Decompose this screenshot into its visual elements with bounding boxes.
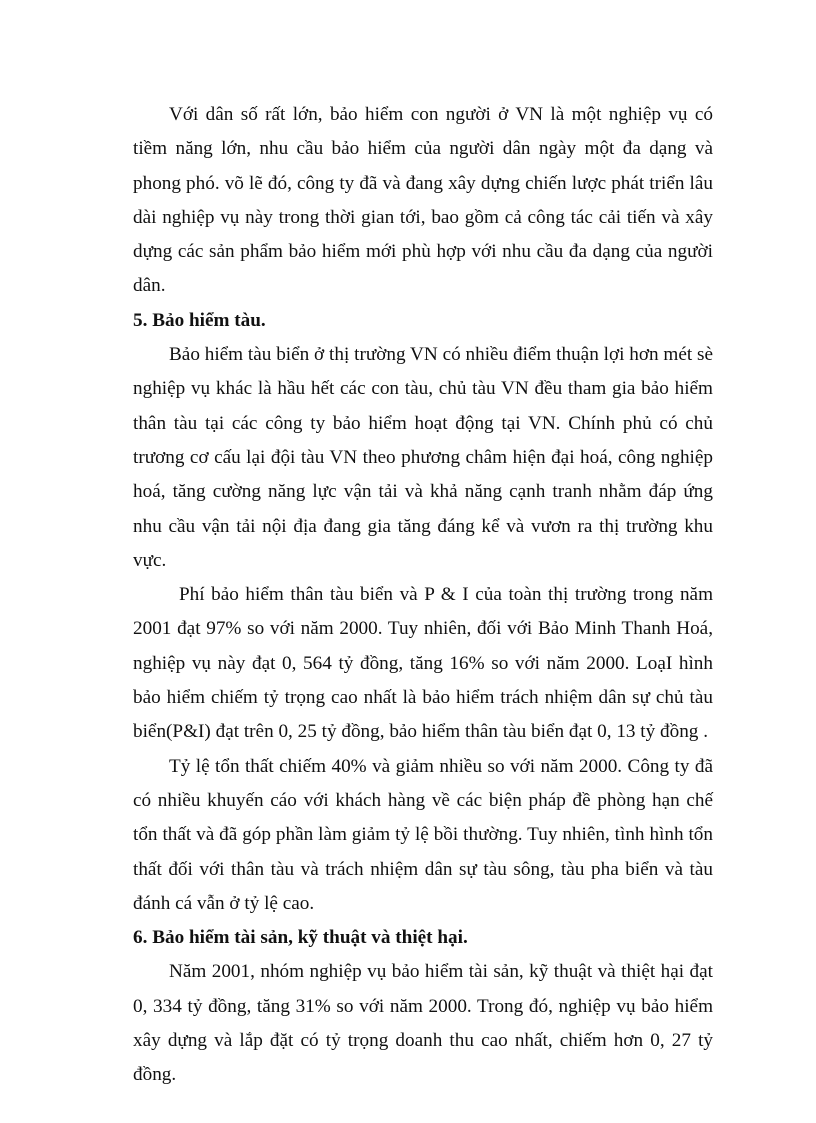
paragraph-property-insurance: Năm 2001, nhóm nghiệp vụ bảo hiểm tài sản, kỹ thuật và thiệt hại đạt 0, 334 tỷ đồng, tăng 31% so với năm 2000. Trong đó, nghiệp vụ bảo hiểm xây dựng và lắp đặt có tỷ trọng doanh thu cao nhất, chiếm hơn 0, 27 tỷ đồng. bbox=[133, 961, 713, 1086]
document-body bbox=[133, 98, 713, 1093]
paragraph-ship-insurance-premiums: Phí bảo hiểm thân tàu biển và P & I của toàn thị trường trong năm 2001 đạt 97% so với năm 2000. Tuy nhiên, đối với Bảo Minh Thanh Hoá, nghiệp vụ này đạt 0, 564 tỷ đồng, tăng 16% so với năm 2000. LoạI hình bảo hiểm chiếm tỷ trọng cao nhất là bảo hiểm trách nhiệm dân sự chủ tàu biển(P&I) đạt trên 0, 25 tỷ đồng, bảo hiểm thân tàu biển đạt 0, 13 tỷ đồng . bbox=[133, 584, 713, 743]
paragraph-ship-insurance-market: Bảo hiểm tàu biển ở thị trường VN có nhiều điểm thuận lợi hơn mét sè nghiệp vụ khác là hầu hết các con tàu, chủ tàu VN đều tham gia bảo hiểm thân tàu tại các công ty bảo hiểm hoạt động tại VN. Chính phủ có chủ trương cơ cấu lại đội tàu VN theo phương châm hiện đại hoá, công nghiệp hoá, tăng cường năng lực vận tải và khả năng cạnh tranh nhằm đáp ứng nhu cầu vận tải nội địa đang gia tăng đáng kể và vươn ra thị trường khu vực. bbox=[133, 344, 713, 571]
paragraph-loss-ratio: Tỷ lệ tổn thất chiếm 40% và giảm nhiều so với năm 2000. Công ty đã có nhiều khuyến cáo với khách hàng về các biện pháp đề phòng hạn chế tổn thất và đã góp phần làm giảm tỷ lệ bồi thường. Tuy nhiên, tình hình tổn thất đối với thân tàu và trách nhiệm dân sự tàu sông, tàu pha biển và tàu đánh cá vẫn ở tỷ lệ cao. bbox=[133, 755, 713, 914]
section-heading-property-insurance: 6. Bảo hiểm tài sản, kỹ thuật và thiệt hại. bbox=[133, 927, 468, 949]
section-heading-ship-insurance: 5. Bảo hiểm tàu. bbox=[133, 309, 266, 331]
paragraph-personal-insurance: Với dân số rất lớn, bảo hiểm con người ở VN là một nghiệp vụ có tiềm năng lớn, nhu cầu bảo hiểm của người dân ngày một đa dạng và phong phó. võ lẽ đó, công ty đã và đang xây dựng chiến lược phát triển lâu dài nghiệp vụ này trong thời gian tới, bao gồm cả công tác cải tiến và xây dựng các sản phẩm bảo hiểm mới phù hợp với nhu cầu đa dạng của người dân. bbox=[133, 104, 713, 297]
